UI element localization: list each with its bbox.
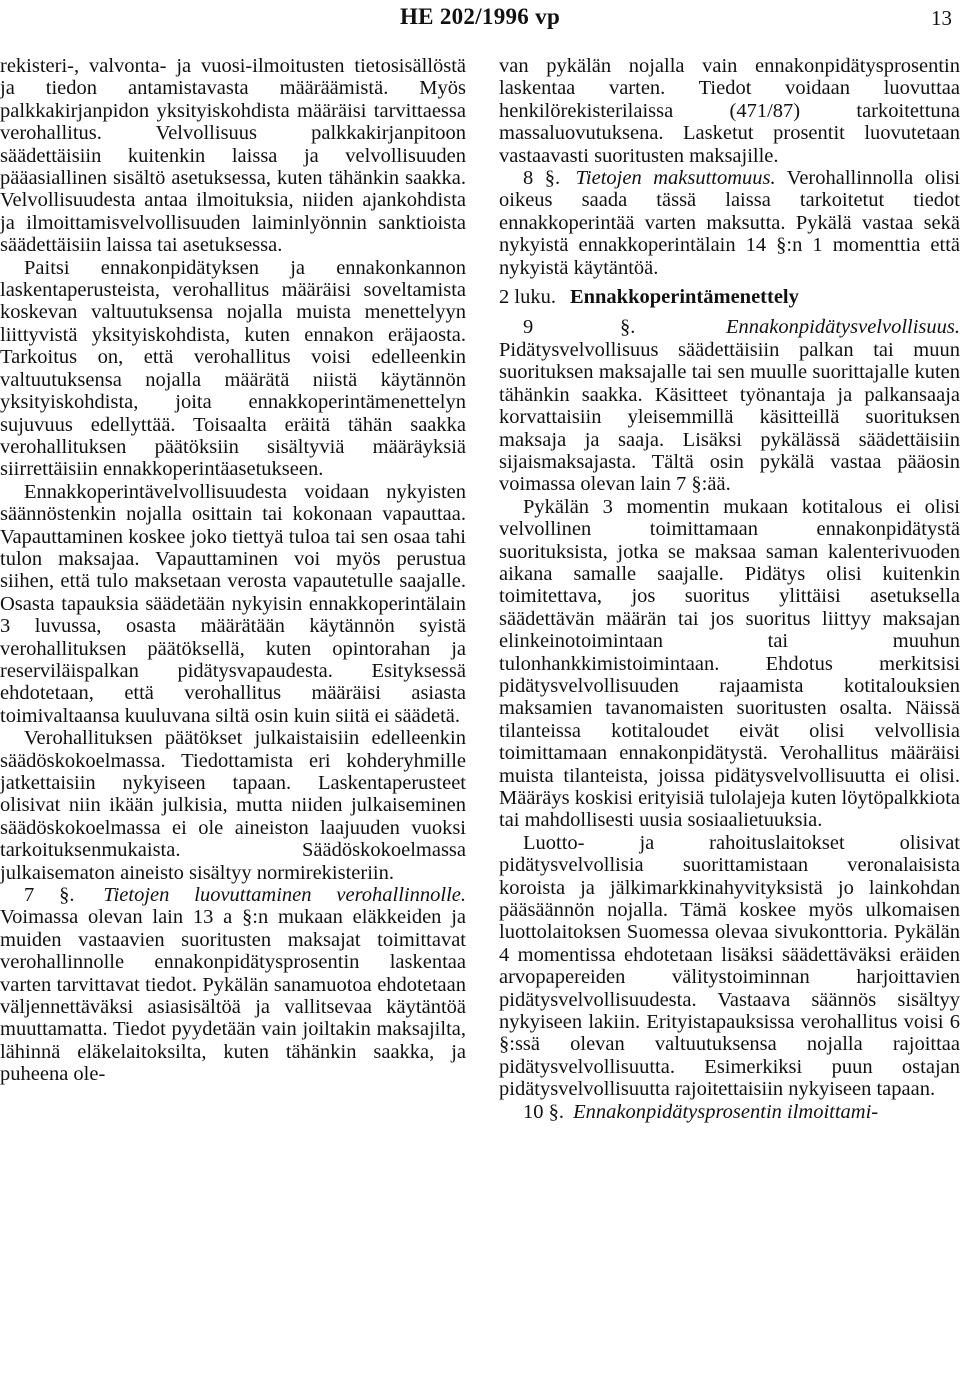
page-header — [0, 0, 960, 40]
right-column — [499, 55, 960, 1123]
section-paragraph — [0, 884, 466, 1086]
section-paragraph — [499, 167, 960, 279]
section-title: Tietojen luovuttaminen verohallinnolle. — [103, 884, 467, 907]
section-title: Ennakonpidätysprosentin ilmoittami- — [573, 1100, 879, 1123]
section-number: 7 §. — [24, 884, 75, 907]
section-number: 10 §. — [523, 1100, 564, 1123]
section-text: Pidätysvelvollisuus säädettäisiin palkan tai muun suorituksen maksajalle tai sen muulle suorittajalle kuten tähänkin saakka. Käsitteet työnantaja ja palkansaaja korvattaisiin yleisemmillä käsitteillä suorituksen maksaja ja saaja. Lisäksi pykälässä säädettäisiin sijaismaksajasta. Tältä osin pykälä vastaa pääosin voimassa olevan lain 7 §:ää. — [499, 338, 960, 496]
section-paragraph — [499, 1101, 960, 1123]
chapter-number: 2 luku. — [499, 286, 556, 309]
paragraph: rekisteri-, valvonta- ja vuosi-ilmoitusten tietosisällöstä ja tiedon antamistavasta määräämistä. Myös palkkakirjanpidon yksityiskohdista määräisi tarvittaessa verohallitus. Velvollisuus palkkakirjanpitoon säädettäisiin kuitenkin laissa ja velvollisuuden pääasiallinen sisältö asetuksessa, kuten tähänkin saakka. Velvollisuudesta antaa ilmoituksia, niiden ajankohdista ja ilmoittamisvelvollisuuden laiminlyönnin sanktioista säädettäisiin laissa tai asetuksessa. — [0, 55, 466, 257]
paragraph: Verohallituksen päätökset julkaistaisiin edelleenkin säädöskokoelmassa. Tiedottamista eri kohderyhmille jatkettaisiin nykyiseen tapaan. Laskentaperusteet olisivat niin ikään julkisia, mutta niiden julkaiseminen säädöskokoelmassa ei ole aineiston laajuuden vuoksi tarkoituksenmukaista. Säädöskokoelmassa julkaisematon aineisto sisältyy normirekisteriin. — [0, 727, 466, 884]
section-title: Ennakonpidätysvelvollisuus. — [726, 316, 960, 339]
page-number: 13 — [931, 6, 952, 30]
paragraph: Luotto- ja rahoituslaitokset olisivat pidätysvelvollisia suorittamistaan veronalaisista koroista ja jälkimarkkinahyvityksistä jo lainkohdan pääsäännön nojalla. Tämä koskee myös ulkomaisen luottolaitoksen Suomessa olevaa sivukonttoria. Pykälän 4 momentissa ehdotetaan lisäksi säädettäväksi eräiden arvopapereiden välitystoiminnan harjoittavien pidätysvelvollisuudesta. Vastaava säännös sisältyy nykyiseen lakiin. Erityistapauksissa verohallitus voisi 6 §:ssä olevan valtuutuksensa nojalla rajoittaa pidätysvelvollisuutta. Esimerkiksi puun ostajan pidätysvelvollisuutta rajoitettaisiin nykyiseen tapaan. — [499, 831, 960, 1101]
section-number: 8 §. — [523, 167, 561, 190]
paragraph: van pykälän nojalla vain ennakonpidätysprosentin laskentaa varten. Tiedot voidaan luovuttaa henkilörekisterilaissa (471/87) tarkoitettuna massaluovutuksena. Lasketut prosentit luovutetaan vastaavasti suoritusten maksajille. — [499, 55, 960, 167]
chapter-title: Ennakkoperintämenettely — [569, 286, 799, 309]
document-title: HE 202/1996 vp — [399, 4, 561, 29]
section-title: Tietojen maksuttomuus. — [575, 167, 776, 190]
section-number: 9 §. — [523, 316, 636, 339]
section-text: Voimassa olevan lain 13 a §:n mukaan eläkkeiden ja muiden vastaavien suoritusten maksajat toimittavat verohallinnolle ennakonpidätysprosentin laskentaa varten tarvittavat tiedot. Pykälän sanamuotoa ehdotetaan väljennettäväksi asiasisältöä ja vallitsevaa käytäntöä muuttamatta. Tiedot pyydetään vain joiltakin maksajilta, lähinnä eläkelaitoksilta, kuten tähänkin saakka, ja puheena ole- — [0, 906, 466, 1086]
chapter-heading — [499, 286, 960, 308]
paragraph: Ennakkoperintävelvollisuudesta voidaan nykyisten säännöstenkin nojalla osittain tai kokonaan vapauttaa. Vapauttaminen koskee joko tiettyä tuloa tai sen osaa tahi tulon maksajaa. Vapauttaminen voi myös perustua siihen, että tulo maksetaan verosta vapautetulle saajalle. Osasta tapauksia säädetään nykyisin ennakkoperintälain 3 luvussa, osasta määrätään käytännön syistä verohallituksen päätöksellä, kuten opintorahan ja reserviläispalkan pidätysvapaudesta. Esityksessä ehdotetaan, että verohallitus määräisi asiasta toimivaltaansa kuuluvana siltä osin kuin siitä ei säädetä. — [0, 480, 466, 727]
paragraph: Pykälän 3 momentin mukaan kotitalous ei olisi velvollinen toimittamaan ennakonpidätystä suorituksista, jotka se maksaa saman kalenterivuoden aikana samalle saajalle. Pidätys olisi kuitenkin toimitettava, jos suoritus ylittäisi asetuksella säädettävän määrän tai jos suoritus liittyy maksajan elinkeinotoimintaan tai muuhun tulonhankkimistoimintaan. Ehdotus merkitsisi pidätysvelvollisuuden rajaamista kotitalouksien maksamien tavanomaisten suoritusten osalta. Näissä tilanteissa kotitaloudet eivät olisi velvollisia toimittamaan ennakonpidätystä. Verohallitus määräisi muista tilanteista, joissa pidätysvelvollisuutta ei olisi. Määräys koskisi erityisiä tulolajeja kuten löytöpalkkiota tai mahdollisesti uusia sosiaalietuuksia. — [499, 495, 960, 832]
left-column — [0, 55, 466, 1086]
paragraph: Paitsi ennakonpidätyksen ja ennakonkannon laskentaperusteista, verohallitus määräisi soveltamista koskevan valtuutuksensa nojalla muista menettelyyn liittyvistä yksityiskohdista, kuten ennakon eräjaosta. Tarkoitus on, että verohallitus voisi edelleenkin valtuutuksensa nojalla määrätä niistä käytännön yksityiskohdista, joita ennakkoperintämenettelyn sujuvuus edellyttää. Toisaalta eräitä tähän saakka verohallituksen päätöksiin sisältyviä määräyksiä siirrettäisiin ennakkoperintäasetukseen. — [0, 256, 466, 481]
section-text: Verohallinnolla olisi oikeus saada tässä laissa tarkoitetut tiedot ennakkoperintää varten maksutta. Pykälä vastaa sekä nykyistä ennakkoperintälain 14 §:n 1 momenttia että nykyistä käytäntöä. — [499, 167, 960, 279]
section-paragraph — [499, 316, 960, 495]
